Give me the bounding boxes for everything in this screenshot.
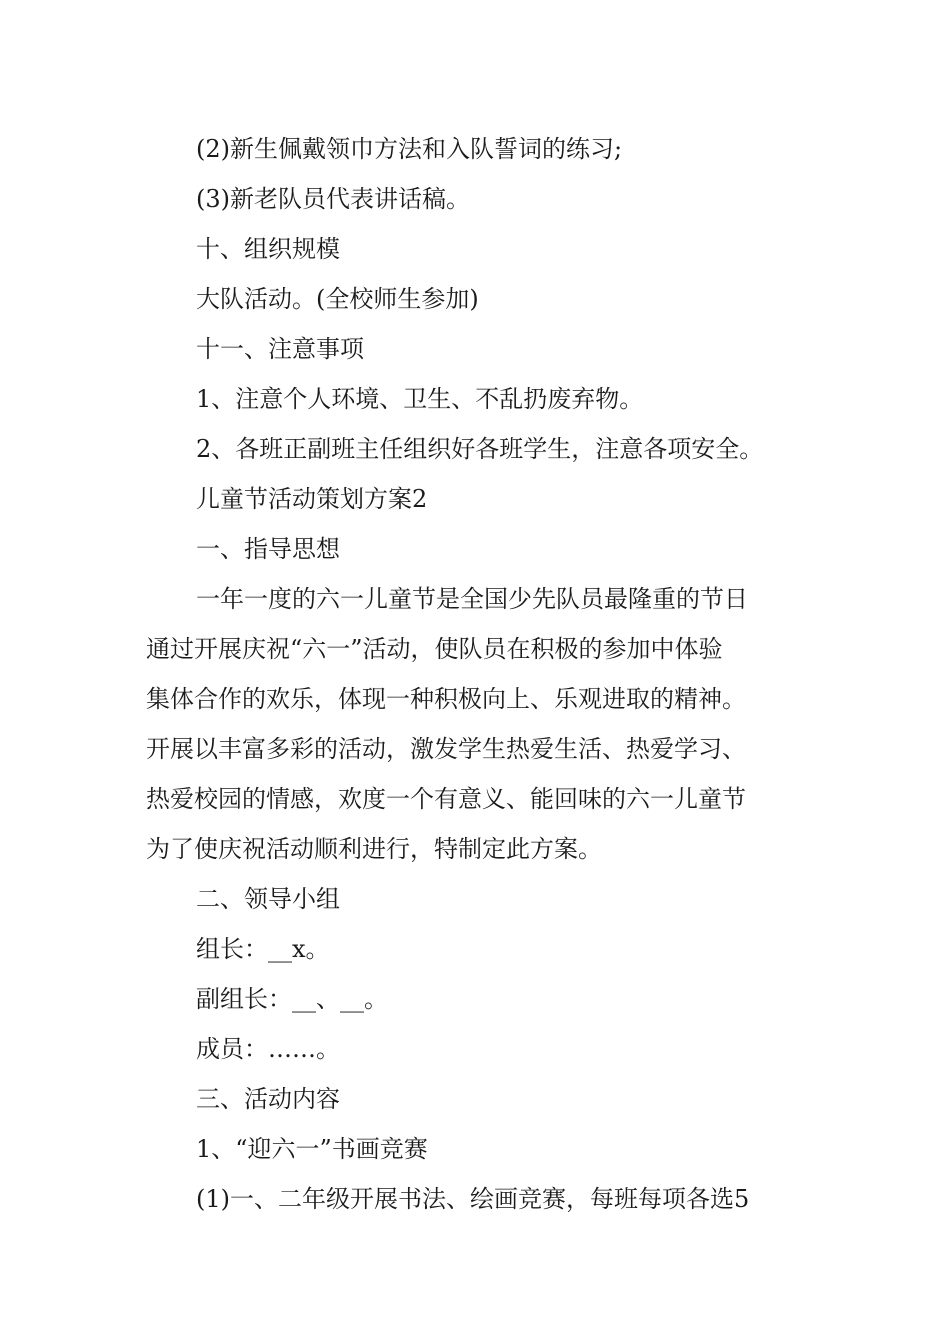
document-body: [146, 124, 816, 1224]
list-item: 1、“迎六一”书画竞赛: [196, 1135, 428, 1163]
section-heading: 十一、注意事项: [196, 335, 364, 363]
text-line: (2)新生佩戴领巾方法和入队誓词的练习;: [196, 135, 623, 163]
list-item: 2、各班正副班主任组织好各班学生，注意各项安全。: [196, 435, 764, 463]
text-line: 组长：__x。: [196, 935, 330, 963]
section-heading: 十、组织规模: [196, 235, 340, 263]
paragraph-line: 为了使庆祝活动顺利进行，特制定此方案。: [146, 835, 602, 863]
list-item: (1)一、二年级开展书法、绘画竞赛，每班每项各选5: [196, 1185, 750, 1213]
text-line: 大队活动。(全校师生参加): [196, 285, 479, 313]
paragraph-line: 一年一度的六一儿童节是全国少先队员最隆重的节日: [196, 585, 748, 613]
text-line: 成员：……。: [196, 1035, 340, 1063]
guiding-paragraph: [146, 574, 816, 874]
list-item: 1、注意个人环境、卫生、不乱扔废弃物。: [196, 385, 644, 413]
document-subtitle: 儿童节活动策划方案2: [196, 485, 428, 513]
paragraph-line: 通过开展庆祝“六一”活动，使队员在积极的参加中体验: [146, 635, 723, 663]
section-heading: 二、领导小组: [196, 885, 340, 913]
paragraph-line: 集体合作的欢乐，体现一种积极向上、乐观进取的精神。: [146, 685, 746, 713]
section-heading: 三、活动内容: [196, 1085, 340, 1113]
paragraph-line: 开展以丰富多彩的活动，激发学生热爱生活、热爱学习、: [146, 735, 746, 763]
paragraph-line: 热爱校园的情感，欢度一个有意义、能回味的六一儿童节: [146, 785, 746, 813]
text-line: (3)新老队员代表讲话稿。: [196, 185, 470, 213]
section-heading: 一、指导思想: [196, 535, 340, 563]
text-line: 副组长：__、__。: [196, 985, 388, 1013]
